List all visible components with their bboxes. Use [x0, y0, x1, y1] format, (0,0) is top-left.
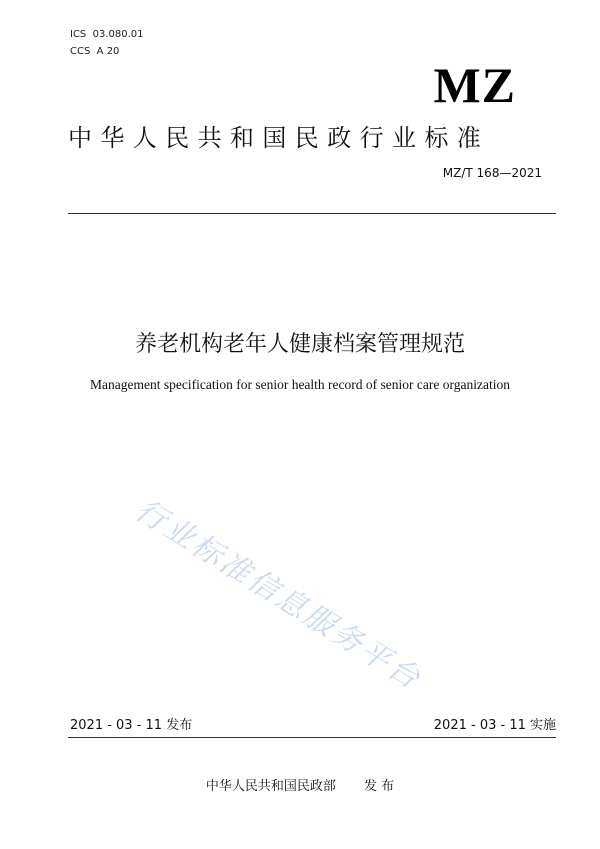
standard-type-title: 中华人民共和国民政行业标准 — [68, 124, 490, 152]
ccs-label: CCS — [70, 46, 91, 57]
implementation-date: 2021 - 03 - 11 实施 — [433, 718, 556, 733]
publish-label: 发 布 — [363, 779, 395, 794]
classification-codes — [70, 26, 144, 60]
bottom-divider — [68, 737, 556, 738]
document-title-english: Management specification for senior health record of senior care organization — [90, 377, 510, 392]
ics-label: ICS — [70, 29, 87, 40]
top-divider — [68, 213, 556, 214]
ccs-code-line — [70, 43, 144, 60]
issue-date: 2021 - 03 - 11 发布 — [70, 718, 193, 733]
standard-number: MZ/T 168—2021 — [442, 166, 542, 180]
ics-code: 03.080.01 — [92, 29, 144, 40]
watermark-text: 行业标准信息服务平台 — [129, 492, 428, 698]
publisher-line — [0, 775, 600, 794]
document-title-chinese: 养老机构老年人健康档案管理规范 — [134, 332, 465, 357]
ccs-code: A 20 — [96, 46, 120, 57]
publisher-name: 中华人民共和国民政部 — [205, 779, 336, 794]
ics-code-line — [70, 26, 144, 43]
standard-mark: MZ — [433, 57, 516, 113]
